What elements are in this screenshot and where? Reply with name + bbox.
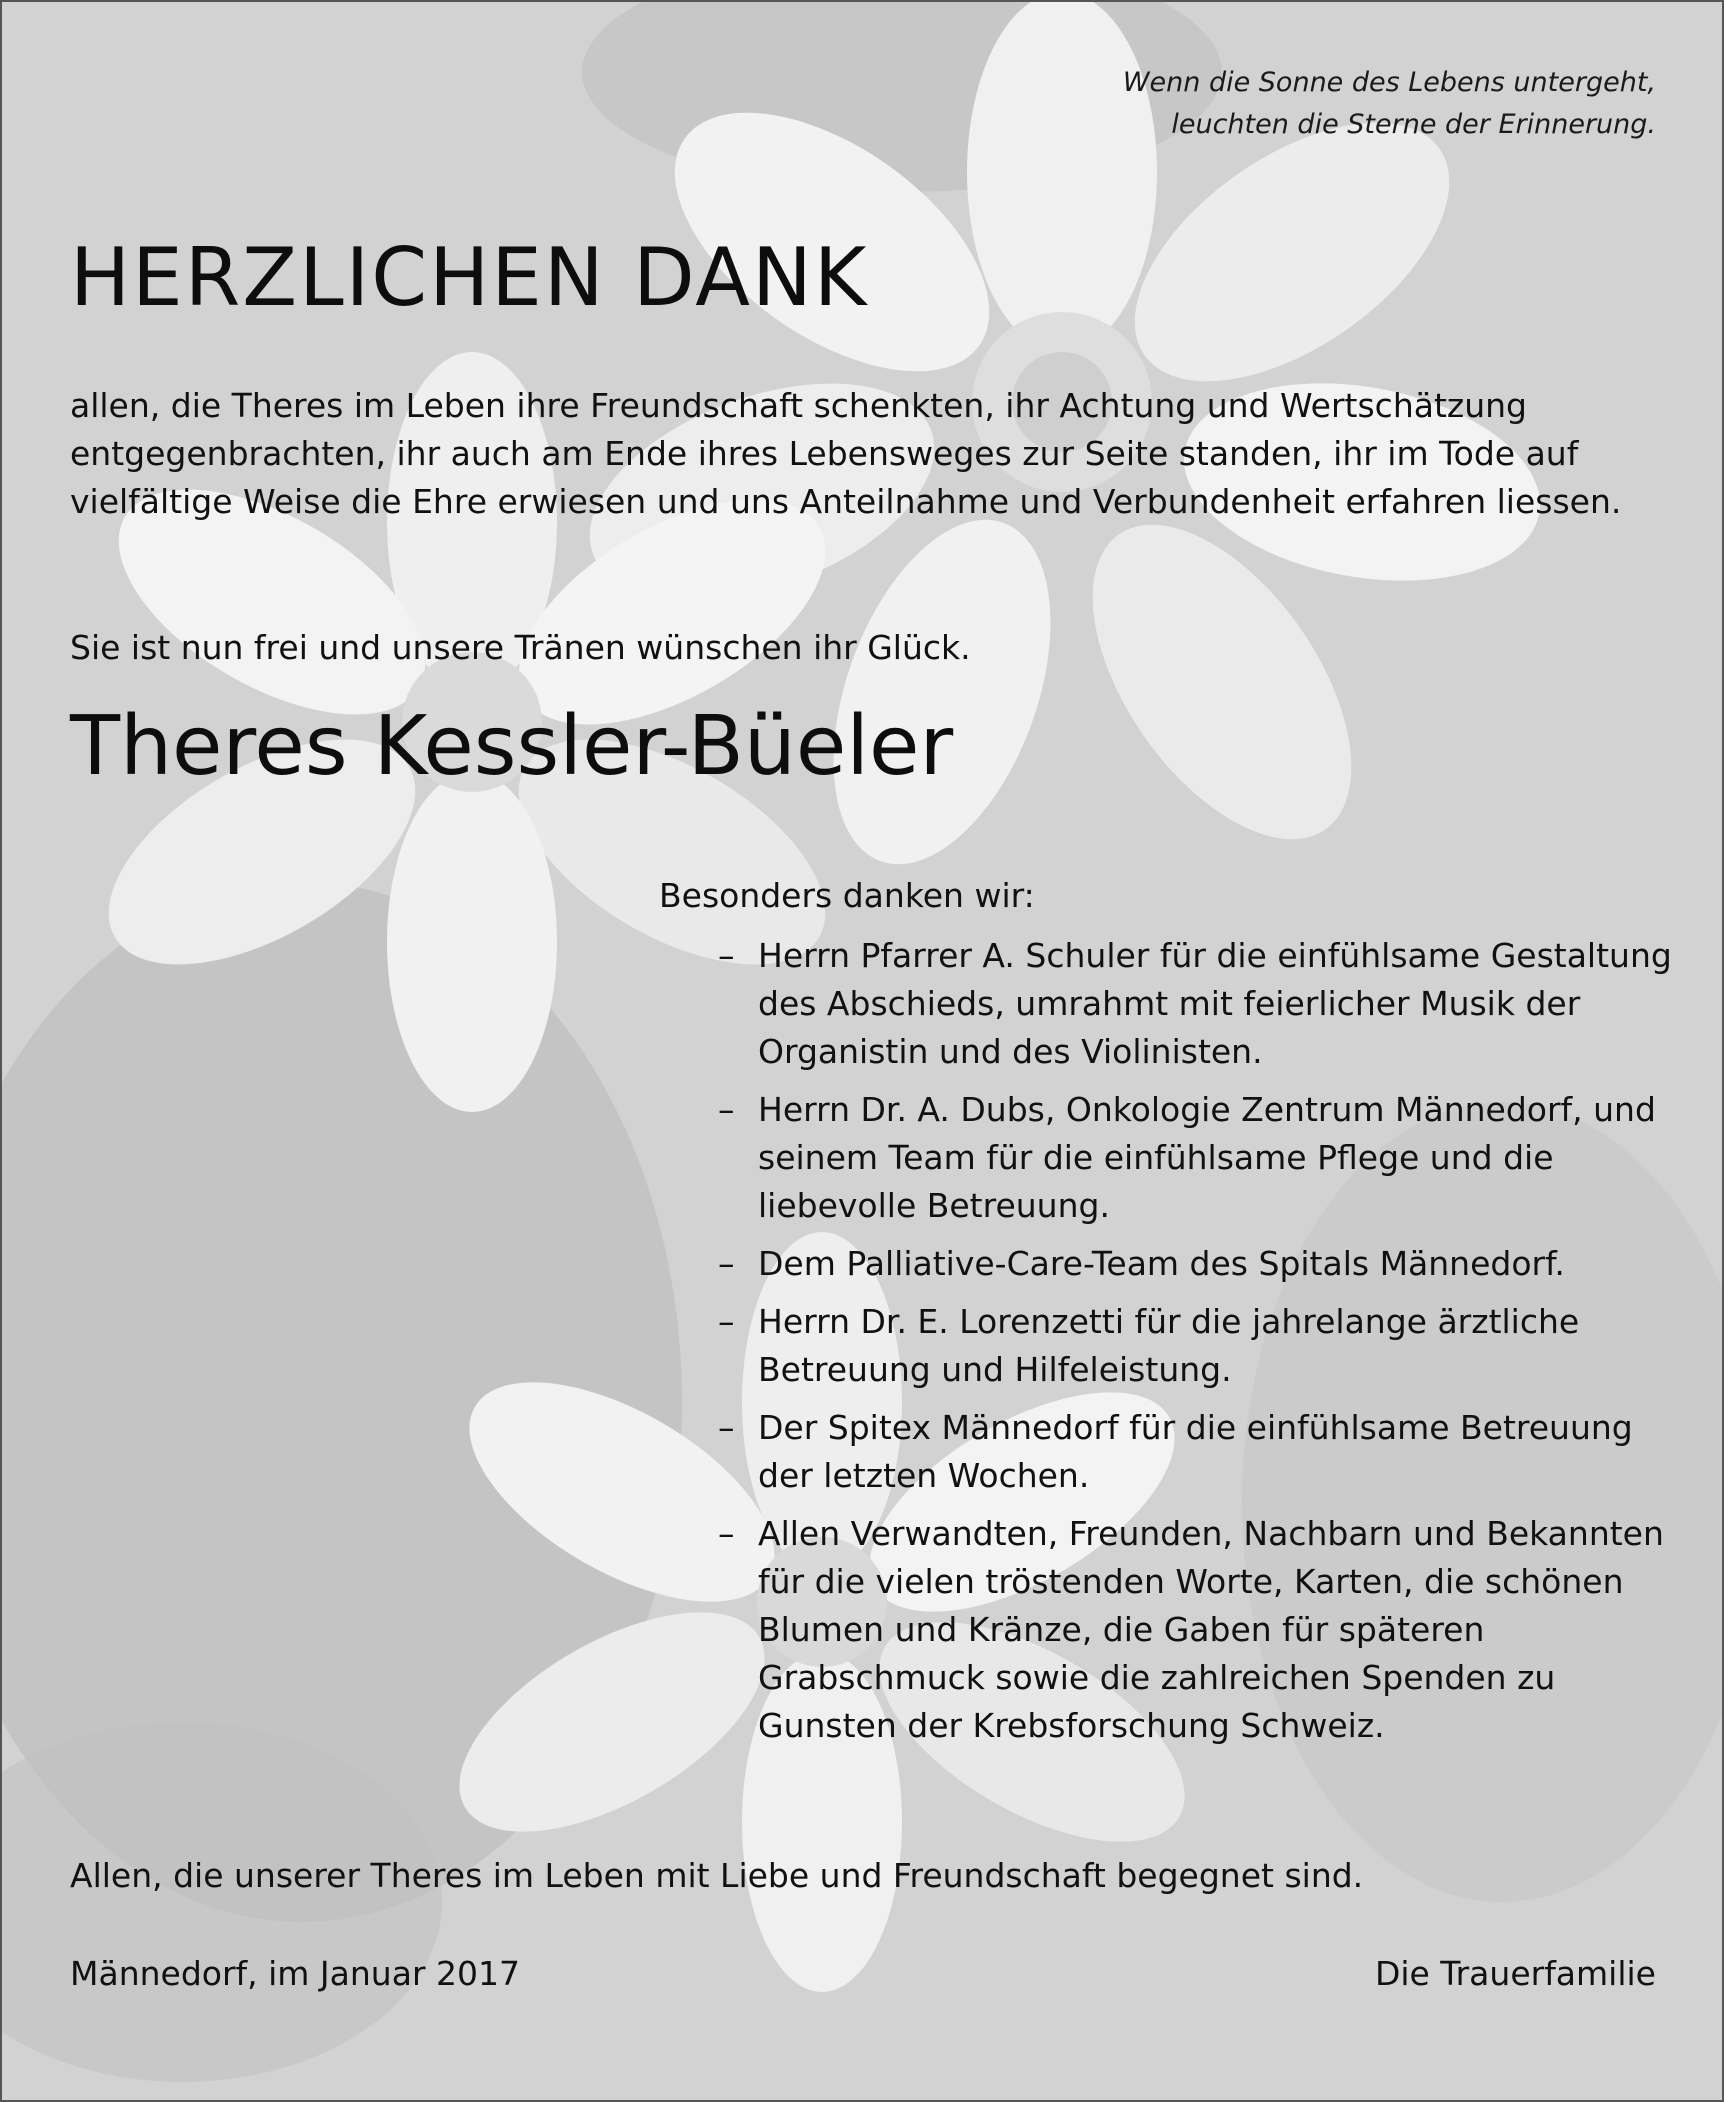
place-date: Männedorf, im Januar 2017	[70, 1954, 520, 1993]
signature: Die Trauerfamilie	[1374, 1954, 1656, 1993]
thanks-list	[718, 932, 1678, 1760]
freedom-line: Sie ist nun frei und unsere Tränen wünschen ihr Glück.	[70, 628, 971, 667]
motto-quote	[1123, 62, 1656, 146]
thanks-item-text: Herrn Dr. A. Dubs, Onkologie Zentrum Männedorf, und seinem Team für die einfühlsame Pflege und die liebevolle Betreuung.	[758, 1090, 1656, 1225]
motto-line: leuchten die Sterne der Erinnerung.	[1171, 109, 1656, 140]
thanks-item-text: Herrn Pfarrer A. Schuler für die einfühlsame Gestaltung des Abschieds, umrahmt mit feierlicher Musik der Organistin und des Violinisten.	[758, 936, 1672, 1071]
thanks-item	[718, 932, 1678, 1076]
closing-line: Allen, die unserer Theres im Leben mit Liebe und Freundschaft begegnet sind.	[70, 1856, 1364, 1895]
thanks-item-text: Der Spitex Männedorf für die einfühlsame Betreuung der letzten Wochen.	[758, 1408, 1633, 1495]
intro-paragraph: allen, die Theres im Leben ihre Freundschaft schenkten, ihr Achtung und Wertschätzung entgegenbrachten, ihr auch am Ende ihres Lebensweges zur Seite standen, ihr im Tode auf vielfältige Weise die Ehre erwiesen und uns Anteilnahme und Verbundenheit erfahren liessen.	[70, 386, 1622, 521]
thanks-item	[718, 1240, 1678, 1288]
thanks-item-text: Dem Palliative-Care-Team des Spitals Männedorf.	[758, 1244, 1565, 1283]
deceased-name: Theres Kessler-Büeler	[70, 699, 954, 794]
motto-line: Wenn die Sonne des Lebens untergeht,	[1122, 67, 1656, 98]
dash: –	[718, 1244, 735, 1283]
dash: –	[718, 1408, 735, 1447]
dash: –	[718, 936, 735, 975]
dash: –	[718, 1514, 735, 1553]
thanks-item-text: Allen Verwandten, Freunden, Nachbarn und Bekannten für die vielen tröstenden Worte, Karten, die schönen Blumen und Kränze, die Gaben für späteren Grabschmuck sowie die zahlreichen Spenden zu Gunsten der Krebsforschung Schweiz.	[758, 1514, 1664, 1745]
thanks-item	[718, 1510, 1678, 1750]
thanks-item	[718, 1404, 1678, 1500]
thanks-item	[718, 1086, 1678, 1230]
obituary-text	[2, 2, 1722, 2100]
headline: HERZLICHEN DANK	[70, 231, 869, 324]
thanks-item	[718, 1298, 1678, 1394]
dash: –	[718, 1302, 735, 1341]
thanks-heading: Besonders danken wir:	[659, 876, 1035, 915]
dash: –	[718, 1090, 735, 1129]
thanks-item-text: Herrn Dr. E. Lorenzetti für die jahrelange ärztliche Betreuung und Hilfeleistung.	[758, 1302, 1580, 1389]
